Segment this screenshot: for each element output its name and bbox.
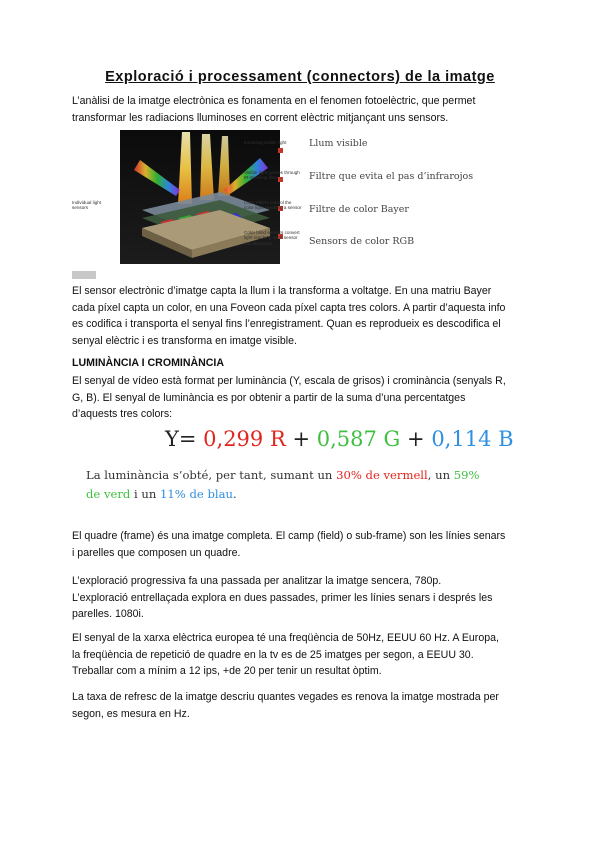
note-text: i un bbox=[130, 487, 161, 501]
network-paragraph bbox=[72, 630, 528, 680]
label-visible-light: Llum visible bbox=[309, 138, 368, 149]
text-line: Treballar com a mínim a 12 ips, +de 20 per tenir un resultat òptim. bbox=[72, 665, 382, 677]
sensor-paragraph bbox=[72, 283, 528, 349]
text-line: El senyal de vídeo està format per luminància (Y, escala de grisos) i crominància (senyals R, bbox=[72, 375, 506, 387]
callout-color-filters: Color Filters control the color light reaching a sensor bbox=[244, 200, 302, 211]
frame-paragraph bbox=[72, 528, 528, 561]
text-line: la freqüència de repetició de quadre en la tv es de 25 imatges per segon, a EEUU 30. bbox=[72, 648, 474, 661]
note-green: 59% de verd bbox=[86, 468, 480, 501]
note-blue: 11% de blau bbox=[160, 487, 233, 501]
luma-paragraph bbox=[72, 373, 528, 423]
text-line: L’anàlisi de la imatge electrònica es fonamenta en el fenomen fotoelèctric, que permet bbox=[72, 95, 476, 107]
callout-sensors: Color blind sensors convert light reaching each sensor into electricity bbox=[244, 230, 300, 246]
text-line: La taxa de refresc de la imatge descriu quantes vegades es renova la imatge mostrada per bbox=[72, 691, 499, 703]
page-title: Exploració i processament (connectors) de la imatge bbox=[105, 69, 495, 85]
formula-lhs: Y= bbox=[165, 427, 197, 451]
refresh-paragraph bbox=[72, 689, 528, 722]
note-red: 30% de vermell bbox=[336, 468, 428, 482]
text-line: transformar les radiacions lluminoses en corrent elèctric mitjançant uns sensors. bbox=[72, 111, 449, 124]
intro-paragraph bbox=[72, 93, 528, 126]
callout-ir-filter: Visible light passes through IR-Blocking filter bbox=[244, 170, 300, 181]
formula-green-term: 0,587 G bbox=[316, 427, 401, 451]
callout-incoming-light: Incoming visible light bbox=[244, 140, 287, 145]
text-line: L’exploració progressiva fa una passada per analitzar la imatge sencera, 780p. bbox=[72, 575, 442, 587]
text-line: d’aquests tres colors: bbox=[72, 408, 173, 420]
luminance-formula bbox=[165, 427, 514, 451]
text-line: L’exploració entrellaçada explora en dues passades, primer les línies senars i després les bbox=[72, 591, 493, 604]
text-line: El sensor electrònic d’imatge capta la llum i la transforma a voltatge. En una matriu Bayer bbox=[72, 285, 492, 297]
text-line: segon, es mesura en Hz. bbox=[72, 707, 190, 720]
text-line: El quadre (frame) és una imatge completa. El camp (field) o sub-frame) son les línies senars bbox=[72, 530, 506, 542]
luminance-note bbox=[86, 466, 496, 504]
section-heading: LUMINÀNCIA I CROMINÀNCIA bbox=[72, 357, 225, 369]
sensor-figure bbox=[72, 130, 492, 265]
callout-marker bbox=[278, 148, 283, 153]
formula-plus: + bbox=[292, 427, 311, 451]
text-line: parelles. 1080i. bbox=[72, 608, 144, 620]
text-line: cada píxel capta un color, en una Foveon cada píxel capta tres colors. A partir d’aquesta info bbox=[72, 301, 506, 314]
formula-blue-term: 0,114 B bbox=[431, 427, 514, 451]
text-line: G, B). El senyal de luminància es por obtenir a partir de la suma d’una percentatges bbox=[72, 391, 466, 404]
text-line: senyal elèctric i es transforma en imatge visible. bbox=[72, 334, 297, 347]
note-text: La luminància s’obté, per tant, sumant un bbox=[86, 468, 337, 482]
formula-plus: + bbox=[407, 427, 425, 451]
text-line: El senyal de la xarxa elèctrica europea té una freqüència de 50Hz, EEUU 60 Hz. A Europa, bbox=[72, 632, 499, 644]
label-rgb-sensors: Sensors de color RGB bbox=[309, 236, 415, 247]
label-bayer-filter: Filtre de color Bayer bbox=[309, 204, 409, 215]
text-line: i parelles que composen un quadre. bbox=[72, 546, 241, 559]
formula-red-term: 0,299 R bbox=[203, 427, 286, 451]
note-text: . bbox=[232, 487, 237, 501]
label-ir-filter: Filtre que evita el pas d’infrarojos bbox=[309, 171, 474, 182]
placeholder-box bbox=[72, 271, 96, 279]
scan-paragraph bbox=[72, 573, 528, 623]
left-label: Individual light sensors bbox=[72, 200, 102, 211]
note-text: , un bbox=[427, 468, 454, 482]
text-line: es codifica i transporta el senyal fins l’enregistrament. Quan es reprodueix es descodifica el bbox=[72, 318, 501, 330]
